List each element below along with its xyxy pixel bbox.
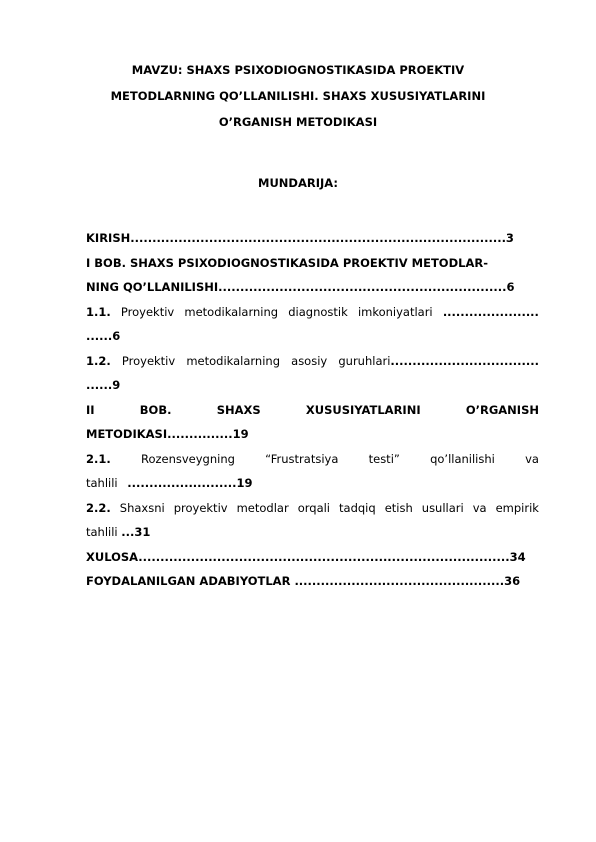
toc-word: usullari — [421, 500, 464, 515]
section-number: 2.1. — [86, 451, 111, 466]
toc-entry-2-1-line-2 — [86, 471, 539, 496]
toc-entry-2-2 — [86, 496, 539, 521]
toc-word: O’RGANISH — [465, 402, 539, 417]
toc-entry-chapter-1-line-1: I BOB. SHAXS PSIXODIOGNOSTIKASIDA PROEKTIV METODLAR- — [86, 255, 488, 270]
toc-entry-1-2-page: ......9 — [86, 378, 121, 392]
toc-entry-xulosa: XULOSA.....................................................................................34 — [86, 549, 526, 564]
toc-word: BOB. — [139, 402, 172, 417]
toc-entry-chapter-2-line-1 — [86, 398, 539, 423]
toc-word: Proyektiv — [120, 304, 175, 319]
toc-entry-adabiyotlar: FOYDALANILGAN ADABIYOTLAR ................................................36 — [86, 574, 521, 588]
toc-word: guruhlari — [338, 353, 391, 368]
toc-entry-1-2 — [86, 349, 539, 374]
toc-word: asosiy — [291, 353, 328, 368]
toc-word: Shaxsni — [119, 500, 165, 515]
toc-word: diagnostik — [288, 304, 348, 319]
toc-word: tahlili — [86, 476, 122, 490]
toc-dots: .........................19 — [127, 476, 253, 490]
table-of-contents — [86, 226, 539, 594]
toc-word: II — [86, 402, 95, 417]
toc-entry-chapter-1-line-2: NING QO’LLANILISHI..................................................................6 — [86, 280, 515, 294]
document-title — [60, 57, 536, 135]
toc-entry-chapter-2-line-2: METODIKASI...............19 — [86, 427, 249, 441]
title-line-2: METODLARNING QO’LLANILISHI. SHAXS XUSUSIYATLARINI — [110, 89, 486, 103]
toc-word: Rozensveygning — [140, 451, 235, 466]
toc-word: Proyektiv — [121, 353, 176, 368]
title-line-3: O’RGANISH METODIKASI — [218, 115, 378, 129]
toc-word: testi” — [368, 451, 400, 466]
section-number: 1.1. — [86, 304, 111, 319]
toc-dots: ...31 — [121, 525, 151, 539]
toc-word: va — [525, 451, 539, 466]
toc-entry-kirish: KIRISH......................................................................................3 — [86, 231, 514, 245]
toc-word: metodlar — [236, 500, 289, 515]
toc-word-with-dots — [338, 349, 539, 374]
toc-word: metodikalarning — [184, 304, 279, 319]
toc-word: va — [472, 500, 487, 515]
toc-entry-2-2-line-2 — [86, 520, 539, 545]
toc-word: metodikalarning — [186, 353, 280, 368]
toc-word: XUSUSIYATLARINI — [305, 402, 421, 417]
toc-dots: ...................... — [442, 304, 539, 319]
toc-word: SHAXS — [216, 402, 261, 417]
toc-entry-1-1-page: ......6 — [86, 329, 121, 343]
toc-word: orqali — [297, 500, 331, 515]
toc-word: etish — [384, 500, 413, 515]
toc-entry-2-1 — [86, 447, 539, 472]
toc-word: empirik — [495, 500, 539, 515]
toc-entry-1-1 — [86, 300, 539, 325]
toc-word: tahlili — [86, 525, 122, 539]
contents-heading: MUNDARIJA: — [258, 176, 338, 190]
toc-word: “Frustratsiya — [265, 451, 339, 466]
toc-dots: .................................. — [390, 353, 539, 368]
toc-word: qo’llanilishi — [430, 451, 495, 466]
toc-word: proyektiv — [173, 500, 228, 515]
title-line-1: MAVZU: SHAXS PSIXODIOGNOSTIKASIDA PROEKTIV — [131, 63, 465, 77]
section-number: 1.2. — [86, 353, 111, 368]
toc-word: imkoniyatlari — [357, 304, 433, 319]
toc-word: tadqiq — [339, 500, 376, 515]
section-number: 2.2. — [86, 500, 111, 515]
